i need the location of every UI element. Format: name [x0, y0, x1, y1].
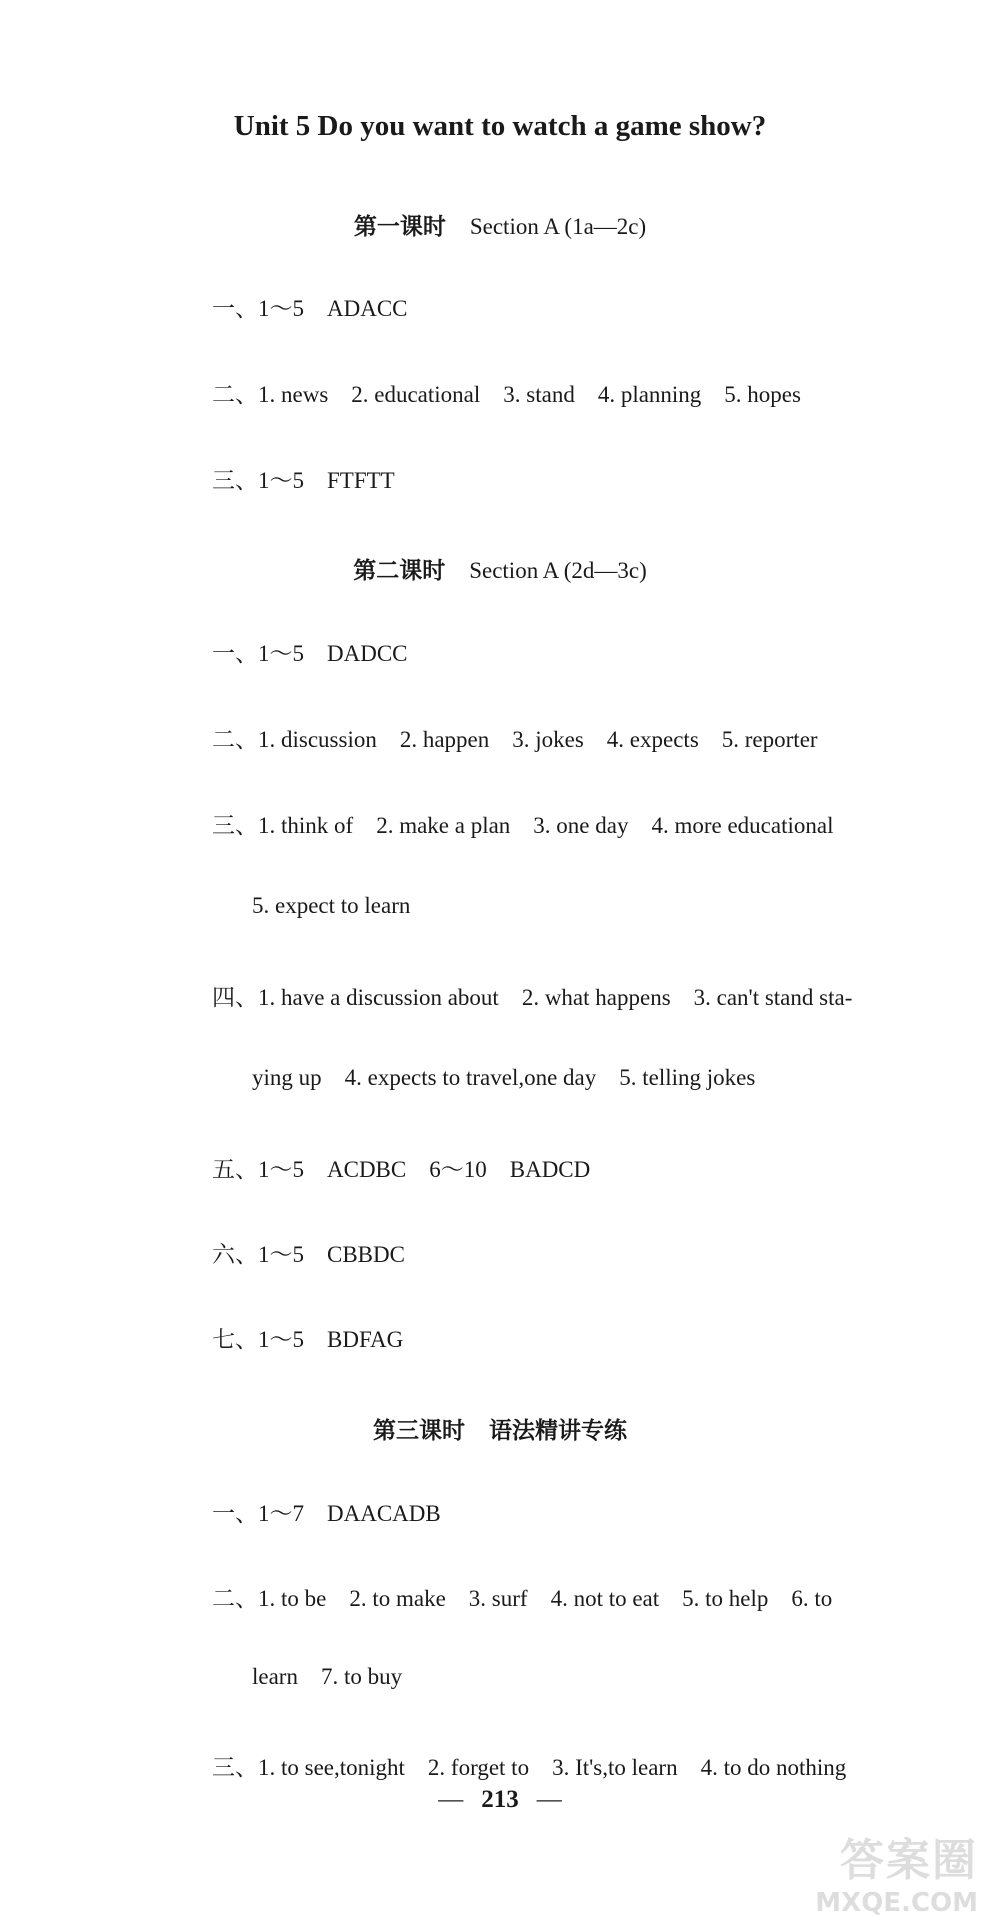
- watermark-bottom: MXQE.COM: [815, 1888, 978, 1918]
- answer-line: 六、1～5 CBBDC: [212, 1242, 405, 1267]
- answer-line: 一、1～7 DAACADB: [212, 1501, 441, 1526]
- answer-line: 二、1. news 2. educational 3. stand 4. planning 5. hopes: [212, 382, 801, 407]
- watermark-logo: [815, 1824, 978, 1918]
- answer-line: 五、1～5 ACDBC 6～10 BADCD: [212, 1157, 591, 1182]
- answer-line: 三、1. think of 2. make a plan 3. one day 4. more educational: [212, 813, 834, 838]
- answer-line: 三、1. to see,tonight 2. forget to 3. It's,to learn 4. to do nothing: [212, 1755, 847, 1780]
- answer-line: 七、1～5 BDFAG: [212, 1327, 404, 1352]
- section-heading-cn: 第二课时: [353, 558, 446, 583]
- section-heading-1: [0, 208, 1000, 241]
- page-number-value: 213: [481, 1786, 519, 1813]
- answer-line: 三、1～5 FTFTT: [212, 468, 395, 493]
- answer-line: learn 7. to buy: [252, 1664, 403, 1689]
- section-heading-2: [0, 552, 1000, 585]
- page-dash-right: —: [536, 1786, 562, 1813]
- section-heading-en: Section A (2d—3c): [469, 558, 647, 583]
- answer-line: 5. expect to learn: [252, 893, 411, 918]
- answer-line: 一、1～5 DADCC: [212, 641, 408, 666]
- answer-line: 二、1. to be 2. to make 3. surf 4. not to eat 5. to help 6. to: [212, 1586, 833, 1611]
- answer-line: 一、1～5 ADACC: [212, 296, 408, 321]
- answer-line: 四、1. have a discussion about 2. what happens 3. can't stand sta-: [212, 985, 853, 1010]
- watermark-top: 答案圈: [840, 1835, 978, 1886]
- answer-line: ying up 4. expects to travel,one day 5. telling jokes: [252, 1065, 756, 1090]
- answer-line: 二、1. discussion 2. happen 3. jokes 4. expects 5. reporter: [212, 727, 818, 752]
- section-heading-sub: 语法精讲专练: [489, 1418, 627, 1443]
- unit-title: Unit 5 Do you want to watch a game show?: [233, 110, 767, 142]
- page-number: [0, 1786, 1000, 1814]
- section-heading-en: Section A (1a—2c): [469, 214, 647, 239]
- section-heading-cn: 第一课时: [353, 214, 446, 239]
- section-heading-cn: 第三课时: [373, 1418, 465, 1443]
- page-dash-left: —: [438, 1786, 464, 1813]
- section-heading-3: [0, 1412, 1000, 1445]
